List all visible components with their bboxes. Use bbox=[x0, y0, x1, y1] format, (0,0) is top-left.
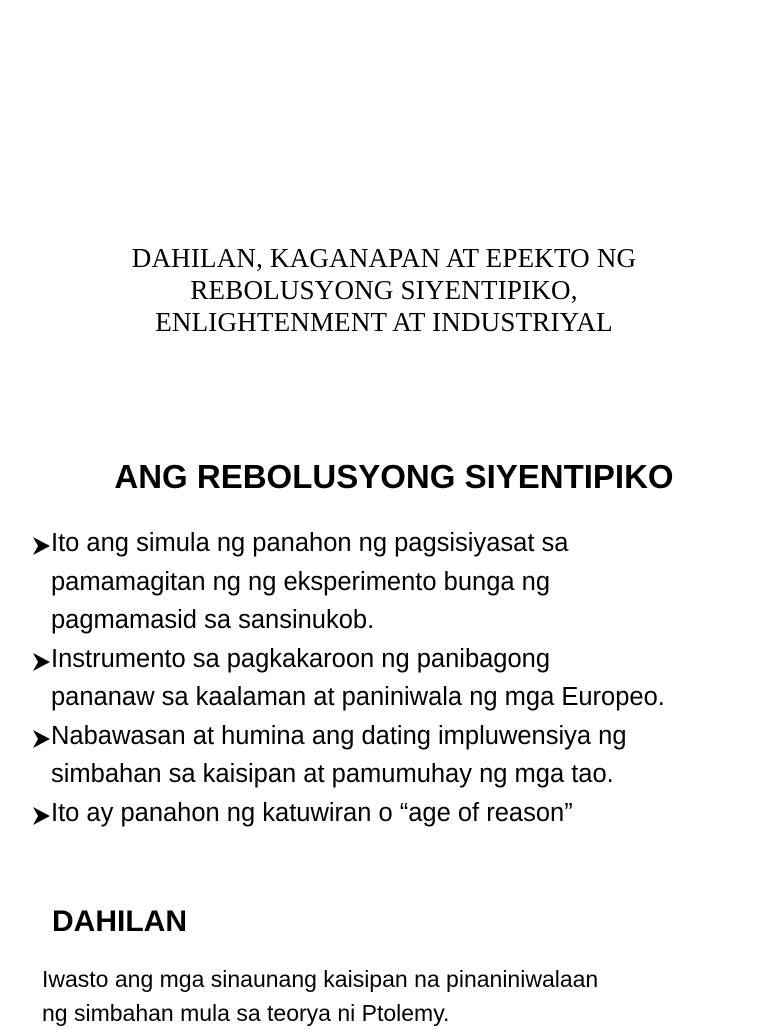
bullet-line: Ito ang simula ng panahon ng pagsisiyasat sa bbox=[51, 529, 569, 557]
bullet-line: simbahan sa kaisipan at pamumuhay ng mga tao. bbox=[51, 760, 614, 788]
bullet-line: Nabawasan at humina ang dating impluwensiya ng bbox=[51, 721, 627, 750]
bullet-item bbox=[30, 794, 760, 833]
arrow-bullet-icon bbox=[30, 524, 54, 562]
bullet-line: pamamagitan ng ng eksperimento bunga ng bbox=[51, 567, 551, 596]
arrow-bullet-icon bbox=[30, 640, 54, 678]
body-paragraph bbox=[42, 962, 762, 1030]
bullet-list bbox=[30, 524, 760, 832]
section-heading: ANG REBOLUSYONG SIYENTIPIKO bbox=[114, 458, 674, 495]
bullet-line: pagmamasid sa sansinukob. bbox=[51, 606, 375, 634]
bullet-item bbox=[30, 640, 760, 717]
sub-heading: DAHILAN bbox=[52, 905, 187, 938]
paragraph-line: Iwasto ang mga sinaunang kaisipan na pinaniniwalaan bbox=[42, 966, 599, 992]
title-line: DAHILAN, KAGANAPAN AT EPEKTO NG bbox=[131, 243, 637, 273]
arrow-bullet-icon bbox=[30, 717, 54, 755]
bullet-line: Instrumento sa pagkakaroon ng panibagong bbox=[51, 644, 551, 673]
title-line: REBOLUSYONG SIYENTIPIKO, bbox=[190, 275, 578, 305]
bullet-line: pananaw sa kaalaman at paniniwala ng mga Europeo. bbox=[51, 683, 665, 711]
paragraph-line: ng simbahan mula sa teorya ni Ptolemy. bbox=[42, 1000, 450, 1026]
bullet-item bbox=[30, 524, 760, 640]
arrow-bullet-icon bbox=[30, 794, 54, 832]
bullet-item bbox=[30, 717, 760, 794]
title-line: ENLIGHTENMENT AT INDUSTRIYAL bbox=[155, 307, 613, 337]
bullet-line: Ito ay panahon ng katuwiran o “age of reason” bbox=[51, 798, 573, 827]
document-title bbox=[0, 242, 768, 338]
